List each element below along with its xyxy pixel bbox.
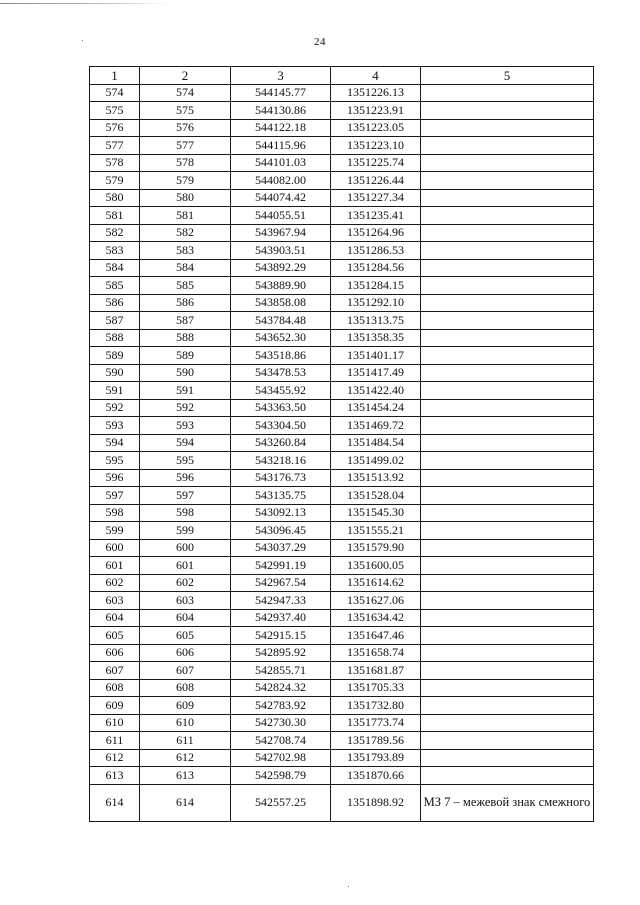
table-row xyxy=(90,137,594,155)
table-row xyxy=(90,84,594,102)
cell-note xyxy=(421,364,594,382)
cell-y-coordinate: 1351614.62 xyxy=(331,574,421,592)
cell-note xyxy=(421,557,594,575)
table-row xyxy=(90,347,594,365)
cell-point-number: 592 xyxy=(90,399,140,417)
cell-y-coordinate: 1351634.42 xyxy=(331,609,421,627)
cell-y-coordinate: 1351870.66 xyxy=(331,767,421,785)
cell-x-coordinate: 544145.77 xyxy=(231,84,331,102)
table-row xyxy=(90,784,594,821)
header-col-5: 5 xyxy=(421,67,594,85)
cell-x-coordinate: 543478.53 xyxy=(231,364,331,382)
cell-y-coordinate: 1351235.41 xyxy=(331,207,421,225)
cell-point-number: 574 xyxy=(90,84,140,102)
cell-note xyxy=(421,452,594,470)
table-header xyxy=(90,67,594,85)
cell-note xyxy=(421,312,594,330)
table-row xyxy=(90,662,594,680)
cell-y-coordinate: 1351658.74 xyxy=(331,644,421,662)
cell-point-number: 584 xyxy=(90,259,140,277)
cell-mark-number: 580 xyxy=(140,189,231,207)
cell-note xyxy=(421,277,594,295)
cell-point-number: 601 xyxy=(90,557,140,575)
cell-y-coordinate: 1351313.75 xyxy=(331,312,421,330)
cell-y-coordinate: 1351401.17 xyxy=(331,347,421,365)
cell-point-number: 594 xyxy=(90,434,140,452)
cell-point-number: 610 xyxy=(90,714,140,732)
table-row xyxy=(90,434,594,452)
cell-note xyxy=(421,172,594,190)
cell-point-number: 614 xyxy=(90,784,140,821)
table-row xyxy=(90,767,594,785)
cell-x-coordinate: 542824.32 xyxy=(231,679,331,697)
header-col-4: 4 xyxy=(331,67,421,85)
cell-note xyxy=(421,679,594,697)
cell-y-coordinate: 1351226.44 xyxy=(331,172,421,190)
cell-x-coordinate: 543363.50 xyxy=(231,399,331,417)
cell-mark-number: 583 xyxy=(140,242,231,260)
cell-note xyxy=(421,347,594,365)
cell-point-number: 599 xyxy=(90,522,140,540)
cell-point-number: 595 xyxy=(90,452,140,470)
cell-mark-number: 592 xyxy=(140,399,231,417)
table-row xyxy=(90,417,594,435)
cell-mark-number: 581 xyxy=(140,207,231,225)
cell-y-coordinate: 1351226.13 xyxy=(331,84,421,102)
table-row xyxy=(90,469,594,487)
cell-note xyxy=(421,714,594,732)
cell-x-coordinate: 543260.84 xyxy=(231,434,331,452)
cell-mark-number: 613 xyxy=(140,767,231,785)
cell-mark-number: 594 xyxy=(140,434,231,452)
cell-x-coordinate: 542730.30 xyxy=(231,714,331,732)
table-row xyxy=(90,627,594,645)
cell-mark-number: 607 xyxy=(140,662,231,680)
cell-x-coordinate: 543652.30 xyxy=(231,329,331,347)
cell-y-coordinate: 1351793.89 xyxy=(331,749,421,767)
cell-mark-number: 576 xyxy=(140,119,231,137)
cell-note xyxy=(421,399,594,417)
cell-y-coordinate: 1351284.56 xyxy=(331,259,421,277)
cell-y-coordinate: 1351555.21 xyxy=(331,522,421,540)
cell-y-coordinate: 1351223.91 xyxy=(331,102,421,120)
header-row xyxy=(90,67,594,85)
table-row xyxy=(90,207,594,225)
cell-mark-number: 598 xyxy=(140,504,231,522)
cell-point-number: 597 xyxy=(90,487,140,505)
coordinates-table xyxy=(89,66,594,822)
cell-mark-number: 591 xyxy=(140,382,231,400)
cell-y-coordinate: 1351545.30 xyxy=(331,504,421,522)
cell-point-number: 596 xyxy=(90,469,140,487)
cell-y-coordinate: 1351284.15 xyxy=(331,277,421,295)
table-row xyxy=(90,644,594,662)
cell-point-number: 577 xyxy=(90,137,140,155)
cell-mark-number: 578 xyxy=(140,154,231,172)
cell-note xyxy=(421,504,594,522)
cell-x-coordinate: 543892.29 xyxy=(231,259,331,277)
cell-x-coordinate: 542598.79 xyxy=(231,767,331,785)
table-row xyxy=(90,259,594,277)
cell-point-number: 609 xyxy=(90,697,140,715)
cell-y-coordinate: 1351358.35 xyxy=(331,329,421,347)
table-row xyxy=(90,172,594,190)
cell-mark-number: 602 xyxy=(140,574,231,592)
cell-x-coordinate: 544101.03 xyxy=(231,154,331,172)
cell-note xyxy=(421,242,594,260)
cell-y-coordinate: 1351223.10 xyxy=(331,137,421,155)
cell-y-coordinate: 1351484.54 xyxy=(331,434,421,452)
cell-note: МЗ 7 – межевой знак смежного xyxy=(421,784,594,821)
cell-x-coordinate: 544055.51 xyxy=(231,207,331,225)
cell-x-coordinate: 542991.19 xyxy=(231,557,331,575)
cell-x-coordinate: 542895.92 xyxy=(231,644,331,662)
header-col-1: 1 xyxy=(90,67,140,85)
cell-point-number: 606 xyxy=(90,644,140,662)
cell-y-coordinate: 1351286.53 xyxy=(331,242,421,260)
cell-point-number: 598 xyxy=(90,504,140,522)
cell-point-number: 612 xyxy=(90,749,140,767)
cell-note xyxy=(421,539,594,557)
table-row xyxy=(90,714,594,732)
cell-mark-number: 597 xyxy=(140,487,231,505)
cell-note xyxy=(421,417,594,435)
cell-point-number: 600 xyxy=(90,539,140,557)
cell-y-coordinate: 1351705.33 xyxy=(331,679,421,697)
cell-mark-number: 587 xyxy=(140,312,231,330)
cell-mark-number: 577 xyxy=(140,137,231,155)
cell-note xyxy=(421,609,594,627)
cell-point-number: 590 xyxy=(90,364,140,382)
cell-mark-number: 599 xyxy=(140,522,231,540)
cell-point-number: 576 xyxy=(90,119,140,137)
cell-y-coordinate: 1351789.56 xyxy=(331,732,421,750)
table-row xyxy=(90,574,594,592)
cell-y-coordinate: 1351469.72 xyxy=(331,417,421,435)
cell-note xyxy=(421,469,594,487)
cell-point-number: 589 xyxy=(90,347,140,365)
cell-note xyxy=(421,119,594,137)
cell-note xyxy=(421,84,594,102)
cell-mark-number: 611 xyxy=(140,732,231,750)
cell-note xyxy=(421,207,594,225)
cell-mark-number: 593 xyxy=(140,417,231,435)
cell-mark-number: 585 xyxy=(140,277,231,295)
cell-point-number: 581 xyxy=(90,207,140,225)
table-row xyxy=(90,452,594,470)
table-row xyxy=(90,294,594,312)
cell-y-coordinate: 1351732.80 xyxy=(331,697,421,715)
cell-mark-number: 589 xyxy=(140,347,231,365)
cell-note xyxy=(421,224,594,242)
table-row xyxy=(90,364,594,382)
cell-mark-number: 582 xyxy=(140,224,231,242)
cell-note xyxy=(421,189,594,207)
cell-y-coordinate: 1351454.24 xyxy=(331,399,421,417)
cell-x-coordinate: 543784.48 xyxy=(231,312,331,330)
header-col-2: 2 xyxy=(140,67,231,85)
cell-mark-number: 609 xyxy=(140,697,231,715)
page-number: 24 xyxy=(314,36,326,48)
cell-x-coordinate: 544115.96 xyxy=(231,137,331,155)
cell-x-coordinate: 542937.40 xyxy=(231,609,331,627)
cell-point-number: 583 xyxy=(90,242,140,260)
table-row xyxy=(90,277,594,295)
table-row xyxy=(90,522,594,540)
cell-y-coordinate: 1351600.05 xyxy=(331,557,421,575)
cell-x-coordinate: 542708.74 xyxy=(231,732,331,750)
cell-mark-number: 612 xyxy=(140,749,231,767)
cell-mark-number: 575 xyxy=(140,102,231,120)
cell-point-number: 602 xyxy=(90,574,140,592)
cell-point-number: 575 xyxy=(90,102,140,120)
cell-point-number: 604 xyxy=(90,609,140,627)
cell-y-coordinate: 1351227.34 xyxy=(331,189,421,207)
table-row xyxy=(90,399,594,417)
cell-note xyxy=(421,697,594,715)
cell-note xyxy=(421,749,594,767)
cell-mark-number: 584 xyxy=(140,259,231,277)
cell-point-number: 585 xyxy=(90,277,140,295)
cell-x-coordinate: 543092.13 xyxy=(231,504,331,522)
cell-x-coordinate: 543037.29 xyxy=(231,539,331,557)
cell-note xyxy=(421,259,594,277)
table-row xyxy=(90,539,594,557)
cell-note xyxy=(421,294,594,312)
cell-point-number: 578 xyxy=(90,154,140,172)
table-row xyxy=(90,312,594,330)
cell-note xyxy=(421,434,594,452)
cell-mark-number: 596 xyxy=(140,469,231,487)
cell-mark-number: 610 xyxy=(140,714,231,732)
cell-point-number: 605 xyxy=(90,627,140,645)
table-row xyxy=(90,382,594,400)
table-row xyxy=(90,557,594,575)
cell-mark-number: 588 xyxy=(140,329,231,347)
cell-mark-number: 614 xyxy=(140,784,231,821)
cell-note xyxy=(421,329,594,347)
cell-x-coordinate: 542557.25 xyxy=(231,784,331,821)
cell-point-number: 579 xyxy=(90,172,140,190)
cell-x-coordinate: 543903.51 xyxy=(231,242,331,260)
cell-mark-number: 586 xyxy=(140,294,231,312)
cell-x-coordinate: 543967.94 xyxy=(231,224,331,242)
cell-y-coordinate: 1351417.49 xyxy=(331,364,421,382)
cell-point-number: 586 xyxy=(90,294,140,312)
table-body xyxy=(90,84,594,821)
cell-note xyxy=(421,592,594,610)
cell-point-number: 588 xyxy=(90,329,140,347)
cell-x-coordinate: 543518.86 xyxy=(231,347,331,365)
cell-note xyxy=(421,487,594,505)
table-row xyxy=(90,749,594,767)
cell-y-coordinate: 1351422.40 xyxy=(331,382,421,400)
cell-x-coordinate: 543096.45 xyxy=(231,522,331,540)
cell-x-coordinate: 543304.50 xyxy=(231,417,331,435)
cell-point-number: 603 xyxy=(90,592,140,610)
table-row xyxy=(90,224,594,242)
cell-x-coordinate: 544074.42 xyxy=(231,189,331,207)
cell-y-coordinate: 1351579.90 xyxy=(331,539,421,557)
cell-x-coordinate: 542915.15 xyxy=(231,627,331,645)
cell-y-coordinate: 1351292.10 xyxy=(331,294,421,312)
cell-y-coordinate: 1351499.02 xyxy=(331,452,421,470)
cell-x-coordinate: 544082.00 xyxy=(231,172,331,190)
cell-x-coordinate: 542702.98 xyxy=(231,749,331,767)
cell-point-number: 593 xyxy=(90,417,140,435)
table-row xyxy=(90,697,594,715)
cell-y-coordinate: 1351773.74 xyxy=(331,714,421,732)
cell-note xyxy=(421,522,594,540)
cell-note xyxy=(421,137,594,155)
cell-mark-number: 605 xyxy=(140,627,231,645)
table-row xyxy=(90,592,594,610)
cell-mark-number: 601 xyxy=(140,557,231,575)
cell-note xyxy=(421,382,594,400)
cell-point-number: 580 xyxy=(90,189,140,207)
table-row xyxy=(90,119,594,137)
cell-x-coordinate: 542967.54 xyxy=(231,574,331,592)
cell-note xyxy=(421,644,594,662)
cell-mark-number: 604 xyxy=(140,609,231,627)
cell-x-coordinate: 544130.86 xyxy=(231,102,331,120)
cell-x-coordinate: 543889.90 xyxy=(231,277,331,295)
cell-x-coordinate: 542947.33 xyxy=(231,592,331,610)
cell-point-number: 591 xyxy=(90,382,140,400)
cell-x-coordinate: 543135.75 xyxy=(231,487,331,505)
cell-mark-number: 608 xyxy=(140,679,231,697)
cell-point-number: 607 xyxy=(90,662,140,680)
scan-edge-mark xyxy=(0,3,170,4)
cell-y-coordinate: 1351647.46 xyxy=(331,627,421,645)
cell-y-coordinate: 1351513.92 xyxy=(331,469,421,487)
cell-note xyxy=(421,767,594,785)
table-row xyxy=(90,504,594,522)
cell-x-coordinate: 543176.73 xyxy=(231,469,331,487)
cell-x-coordinate: 543858.08 xyxy=(231,294,331,312)
table-row xyxy=(90,242,594,260)
table-row xyxy=(90,609,594,627)
cell-mark-number: 595 xyxy=(140,452,231,470)
cell-x-coordinate: 544122.18 xyxy=(231,119,331,137)
cell-note xyxy=(421,662,594,680)
header-col-3: 3 xyxy=(231,67,331,85)
cell-y-coordinate: 1351223.05 xyxy=(331,119,421,137)
cell-point-number: 611 xyxy=(90,732,140,750)
cell-x-coordinate: 543218.16 xyxy=(231,452,331,470)
cell-y-coordinate: 1351264.96 xyxy=(331,224,421,242)
cell-point-number: 608 xyxy=(90,679,140,697)
scan-speck xyxy=(348,886,349,887)
cell-mark-number: 579 xyxy=(140,172,231,190)
cell-y-coordinate: 1351528.04 xyxy=(331,487,421,505)
cell-note xyxy=(421,732,594,750)
cell-mark-number: 590 xyxy=(140,364,231,382)
cell-point-number: 582 xyxy=(90,224,140,242)
cell-point-number: 613 xyxy=(90,767,140,785)
table-row xyxy=(90,189,594,207)
cell-y-coordinate: 1351898.92 xyxy=(331,784,421,821)
cell-mark-number: 600 xyxy=(140,539,231,557)
cell-y-coordinate: 1351681.87 xyxy=(331,662,421,680)
cell-x-coordinate: 542855.71 xyxy=(231,662,331,680)
cell-x-coordinate: 543455.92 xyxy=(231,382,331,400)
cell-mark-number: 574 xyxy=(140,84,231,102)
cell-note xyxy=(421,102,594,120)
cell-mark-number: 606 xyxy=(140,644,231,662)
cell-note xyxy=(421,574,594,592)
cell-y-coordinate: 1351225.74 xyxy=(331,154,421,172)
cell-note xyxy=(421,154,594,172)
cell-y-coordinate: 1351627.06 xyxy=(331,592,421,610)
table-row xyxy=(90,679,594,697)
table-row xyxy=(90,732,594,750)
table-row xyxy=(90,329,594,347)
cell-x-coordinate: 542783.92 xyxy=(231,697,331,715)
cell-mark-number: 603 xyxy=(140,592,231,610)
table-row xyxy=(90,102,594,120)
table-row xyxy=(90,487,594,505)
table-row xyxy=(90,154,594,172)
cell-point-number: 587 xyxy=(90,312,140,330)
cell-note xyxy=(421,627,594,645)
